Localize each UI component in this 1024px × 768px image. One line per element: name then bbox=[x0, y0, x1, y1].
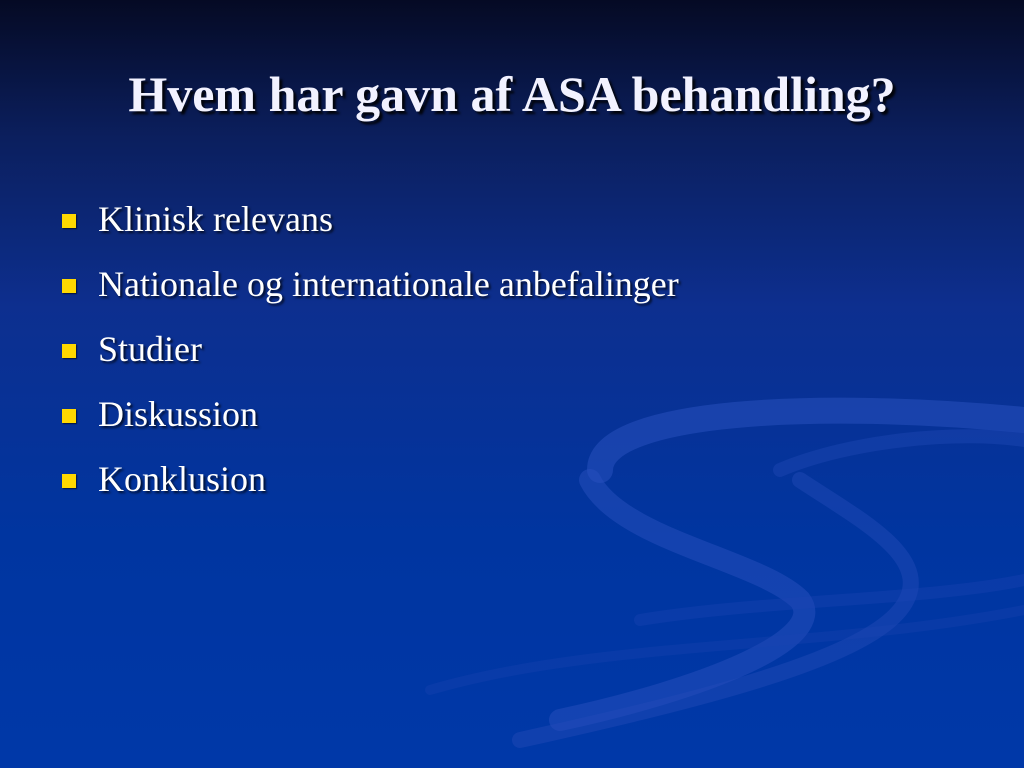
bullet-list bbox=[62, 186, 679, 511]
bullet-label: Studier bbox=[98, 328, 202, 369]
list-item bbox=[62, 316, 679, 381]
bullet-label: Nationale og internationale anbefalinger bbox=[98, 263, 679, 304]
square-bullet-icon bbox=[62, 214, 76, 228]
bullet-label: Klinisk relevans bbox=[98, 198, 333, 239]
bullet-label: Konklusion bbox=[98, 458, 267, 499]
bullet-label: Diskussion bbox=[98, 393, 259, 434]
list-item bbox=[62, 381, 679, 446]
square-bullet-icon bbox=[62, 279, 76, 293]
slide-title: Hvem har gavn af ASA behandling? bbox=[128, 66, 896, 122]
square-bullet-icon bbox=[62, 409, 76, 423]
list-item bbox=[62, 446, 679, 511]
square-bullet-icon bbox=[62, 474, 76, 488]
square-bullet-icon bbox=[62, 344, 76, 358]
list-item bbox=[62, 251, 679, 316]
list-item bbox=[62, 186, 679, 251]
